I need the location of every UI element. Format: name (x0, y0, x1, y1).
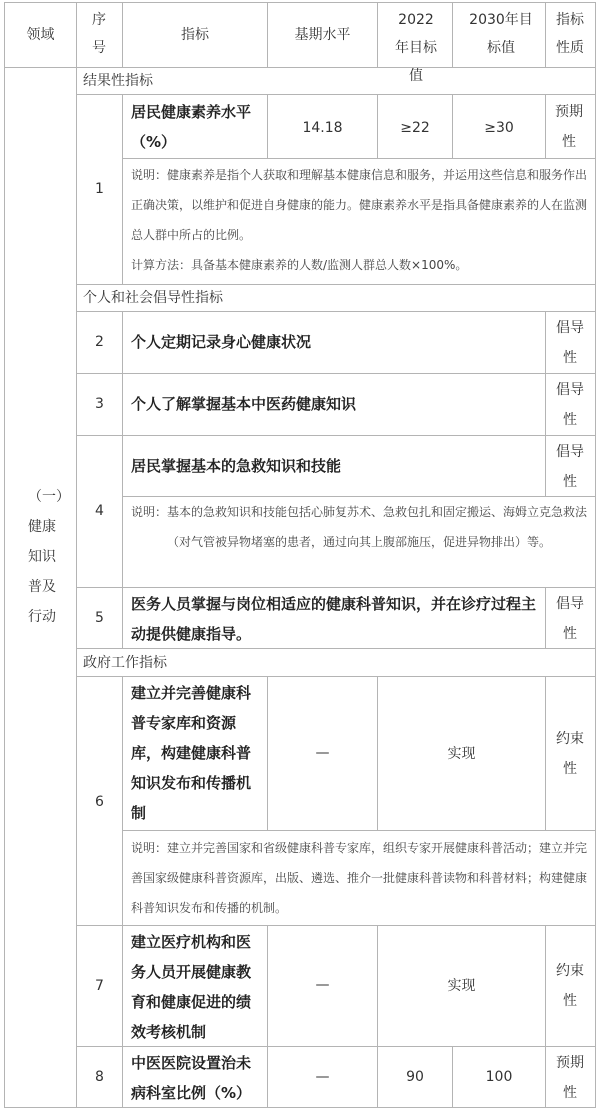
header-baseline: 基期水平 (294, 27, 351, 43)
header-target-2030: 2030年目标值 (469, 12, 533, 56)
row-7-target: 实现 (447, 978, 476, 994)
row-6-target: 实现 (447, 746, 476, 762)
row-7-baseline: — (315, 977, 330, 993)
row-5-indicator: 医务人员掌握与岗位相适应的健康科普知识，并在诊疗过程主动提供健康指导。 (131, 595, 537, 643)
row-7-seq: 7 (95, 978, 104, 994)
row-2-nature: 倡导性 (556, 320, 584, 366)
row-4-nature: 倡导性 (556, 444, 584, 490)
row-7-nature: 约束性 (556, 963, 584, 1009)
row-7-indicator: 建立医疗机构和医务人员开展健康教育和健康促进的绩效考核机制 (131, 933, 252, 1041)
row-1-target-2022: ≥22 (400, 120, 430, 136)
row-5-nature: 倡导性 (556, 596, 584, 642)
row-6-indicator: 建立并完善健康科普专家库和资源库，构建健康科普知识发布和传播机制 (131, 684, 252, 822)
row-6-nature: 约束性 (556, 731, 584, 777)
section-title-outcome: 结果性指标 (83, 73, 153, 89)
row-1-seq: 1 (95, 181, 104, 197)
row-1-note: 说明：健康素养是指个人获取和理解基本健康信息和服务，并运用这些信息和服务作出正确决策，以维护和促进自身健康的能力。健康素养水平是指具备健康素养的人在监测总人群中所占的比例。 (131, 168, 588, 242)
row-1-nature: 预期性 (555, 104, 583, 150)
row-8-target-2030: 100 (485, 1069, 513, 1085)
row-3-indicator: 个人了解掌握基本中医药健康知识 (131, 395, 357, 413)
row-2-indicator: 个人定期记录身心健康状况 (131, 333, 312, 351)
domain-label: （一）健康知识普及行动 (28, 489, 70, 625)
row-6-note: 说明：建立并完善国家和省级健康科普专家库，组织专家开展健康科普活动；建立并完善国家级健康科普资源库，出版、遴选、推介一批健康科普读物和科普材料；构建健康科普知识发布和传播的机制。 (131, 841, 588, 915)
row-4-indicator: 居民掌握基本的急救知识和技能 (131, 457, 342, 475)
row-3-nature: 倡导性 (556, 382, 584, 428)
row-8-nature: 预期性 (556, 1055, 584, 1101)
row-6-baseline: — (315, 745, 330, 761)
header-domain: 领域 (26, 27, 55, 43)
row-1-formula: 计算方法：具备基本健康素养的人数/监测人群总人数×100%。 (131, 258, 468, 272)
row-8-indicator: 中医医院设置治未病科室比例（%） (131, 1054, 252, 1102)
row-1-target-2030: ≥30 (484, 120, 514, 136)
row-1-indicator: 居民健康素养水平（%） (131, 103, 252, 151)
row-1-baseline: 14.18 (302, 120, 343, 136)
section-title-government: 政府工作指标 (83, 655, 167, 671)
row-4-note: 说明：基本的急救知识和技能包括心肺复苏术、急救包扎和固定搬运、海姆立克急救法（对气管被异物堵塞的患者，通过向其上腹部施压，促进异物排出）等。 (131, 505, 588, 549)
header-indicator: 指标 (181, 27, 209, 43)
header-target-2022: 2022年目标值 (395, 12, 437, 84)
row-8-target-2022: 90 (406, 1069, 424, 1085)
header-seq: 序号 (92, 12, 106, 56)
row-4-seq: 4 (95, 503, 104, 519)
row-8-seq: 8 (95, 1069, 104, 1085)
row-5-seq: 5 (95, 610, 104, 626)
header-nature: 指标性质 (556, 12, 584, 56)
row-6-seq: 6 (95, 794, 104, 810)
row-8-baseline: — (315, 1069, 330, 1085)
section-title-advocacy: 个人和社会倡导性指标 (83, 290, 223, 306)
row-2-seq: 2 (95, 334, 104, 350)
row-3-seq: 3 (95, 396, 104, 412)
